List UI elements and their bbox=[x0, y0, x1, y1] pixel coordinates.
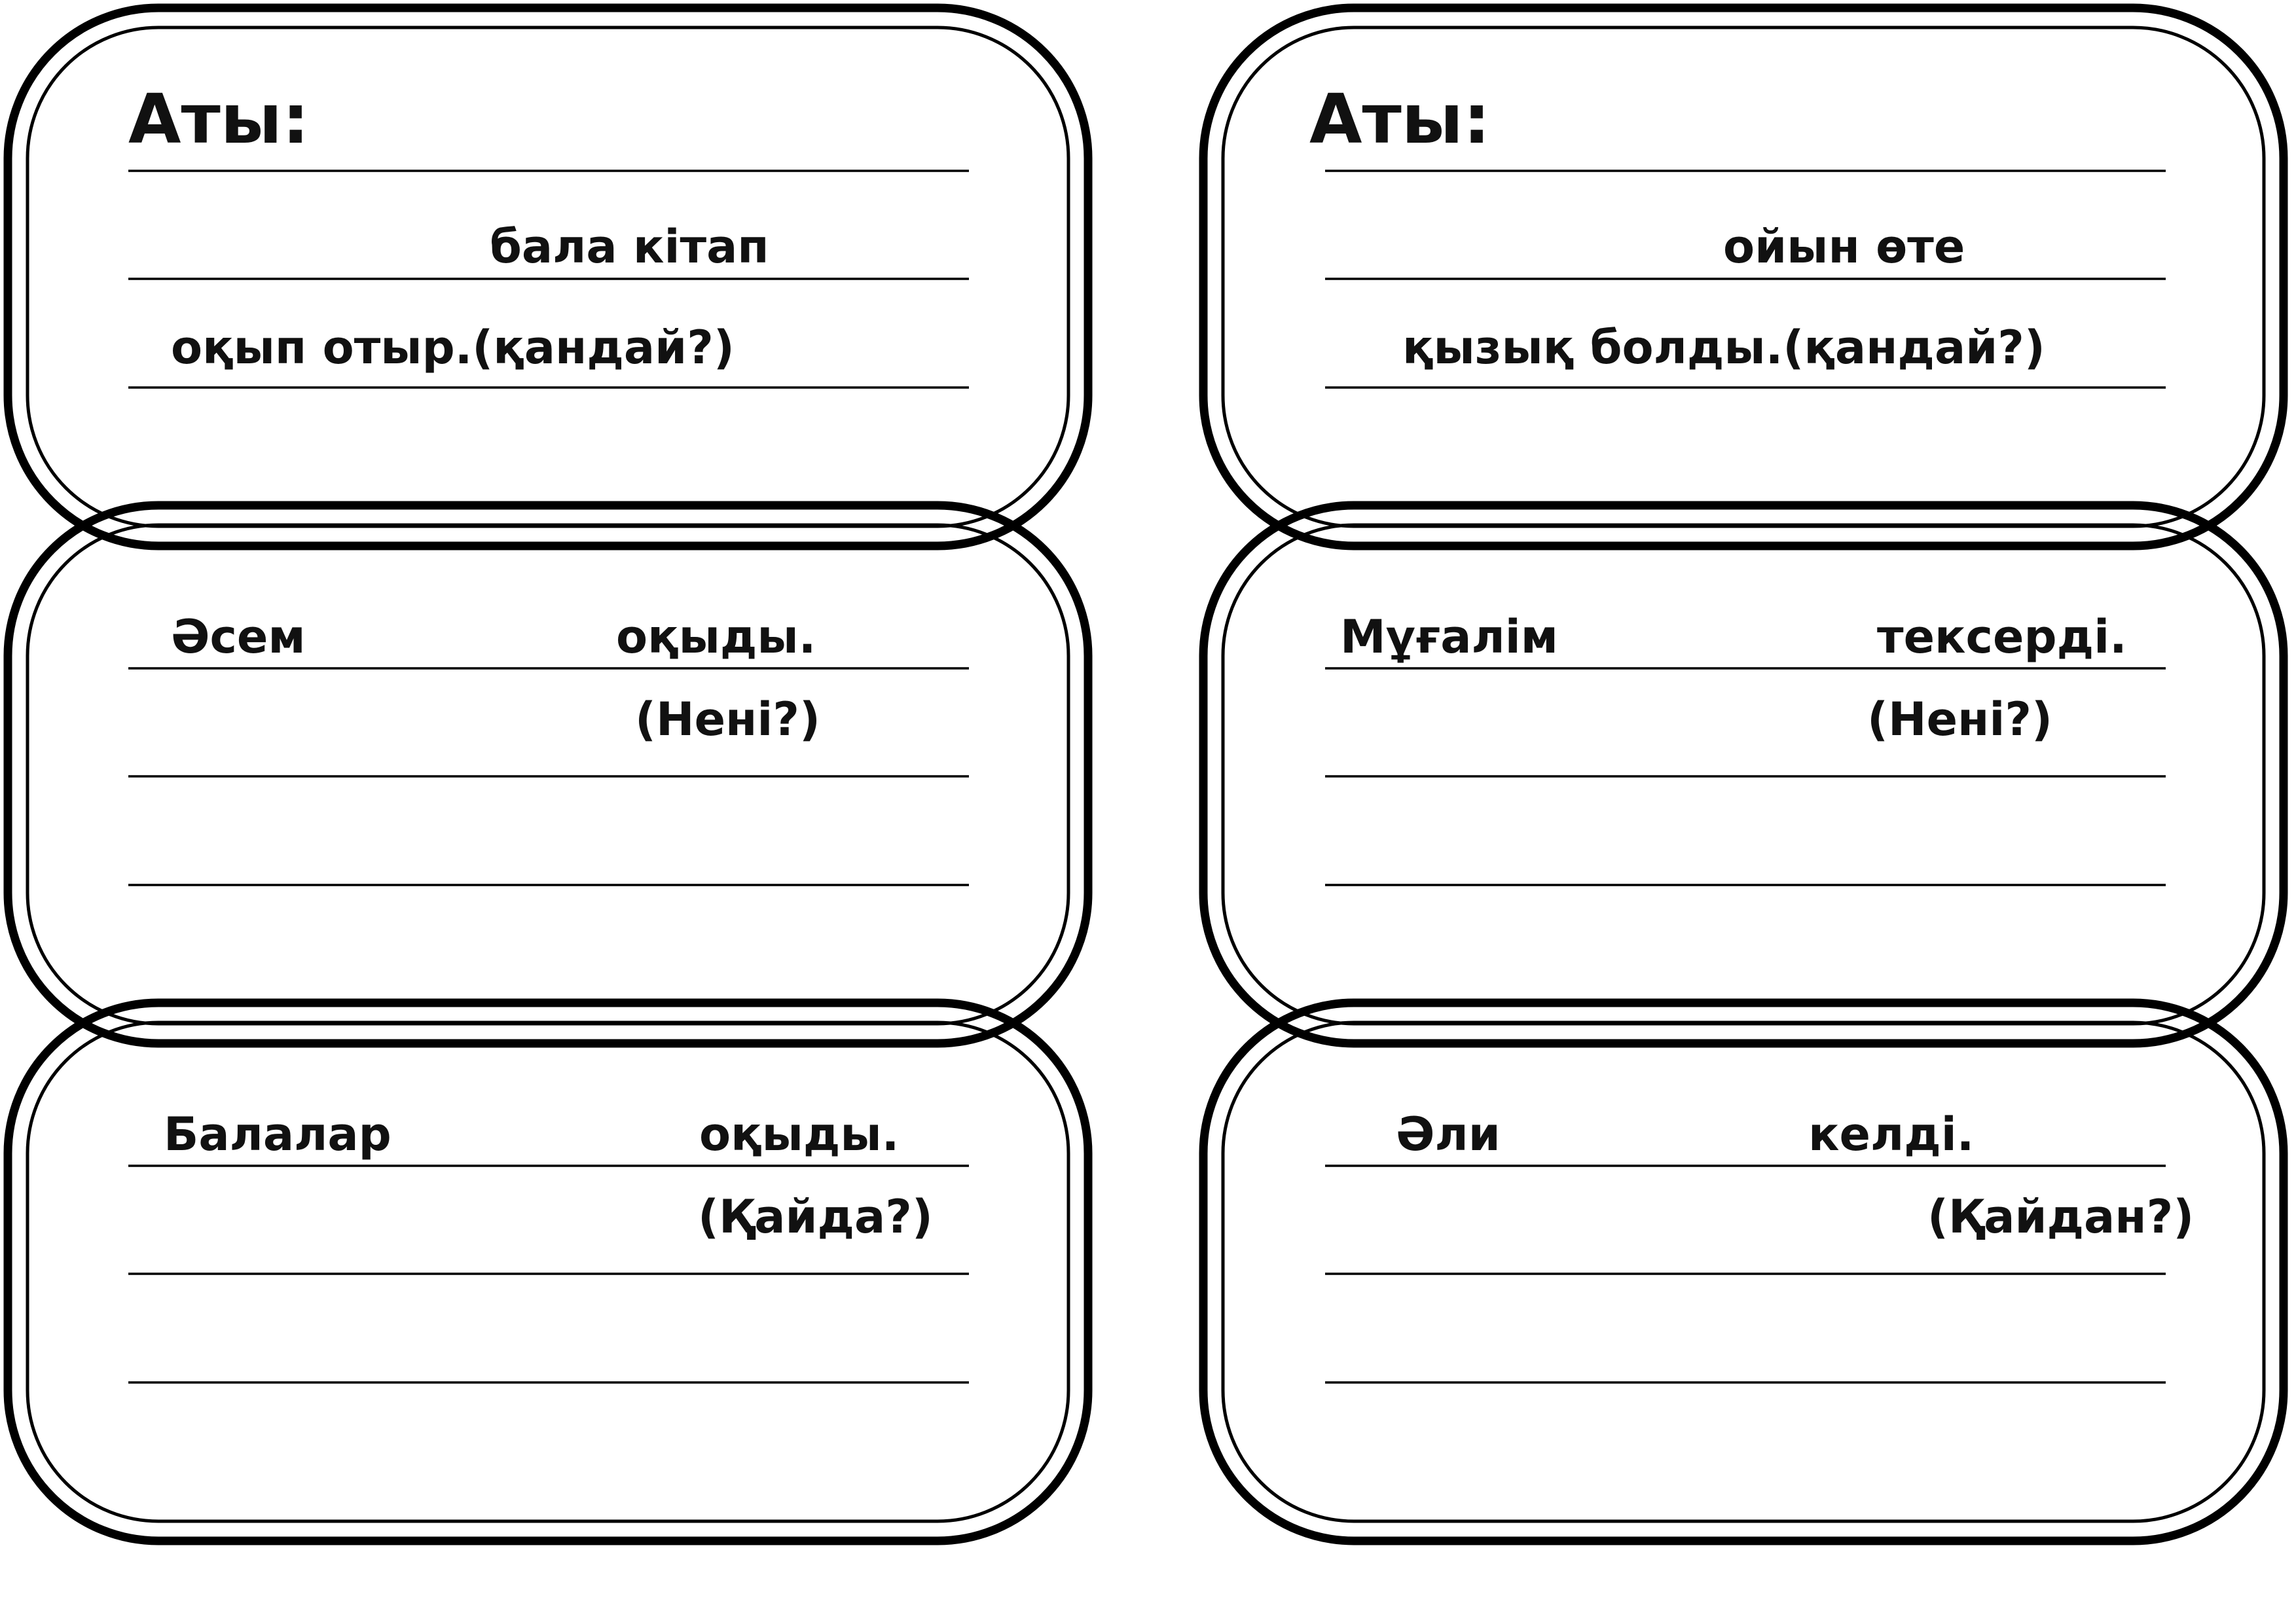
sentence-line-2: оқып отыр.(қандай?) bbox=[171, 321, 735, 374]
name-label: Аты: bbox=[1309, 79, 1491, 159]
sentence-line-1: бала кітап bbox=[490, 220, 769, 274]
sentence-verb: оқыды. bbox=[699, 1108, 900, 1161]
sentence-verb: келді. bbox=[1808, 1108, 1975, 1161]
card-frame bbox=[1199, 999, 2287, 1545]
sentence-line-2: қызық болды.(қандай?) bbox=[1402, 321, 2045, 374]
sentence-line-1: ойын өте bbox=[1723, 220, 1965, 274]
worksheet-card-1 bbox=[4, 4, 1092, 550]
sentence-verb: оқыды. bbox=[616, 610, 816, 664]
sentence-verb: тексерді. bbox=[1877, 610, 2127, 664]
question-hint: (Қайдан?) bbox=[1927, 1190, 2195, 1244]
card-frame bbox=[1199, 501, 2287, 1047]
sentence-subject: Мұғалім bbox=[1340, 610, 1559, 664]
name-label: Аты: bbox=[128, 79, 310, 159]
sentence-subject: Әсем bbox=[171, 610, 306, 664]
question-hint: (Нені?) bbox=[635, 693, 821, 746]
card-frame bbox=[4, 501, 1092, 1047]
worksheet-card-3 bbox=[4, 501, 1092, 1047]
sentence-subject: Әли bbox=[1396, 1108, 1501, 1161]
worksheet-card-6 bbox=[1199, 999, 2287, 1545]
card-frame bbox=[4, 999, 1092, 1545]
worksheet-card-4 bbox=[1199, 501, 2287, 1047]
question-hint: (Нені?) bbox=[1867, 693, 2053, 746]
sentence-subject: Балалар bbox=[164, 1108, 392, 1161]
worksheet-card-5 bbox=[4, 999, 1092, 1545]
worksheet-card-2 bbox=[1199, 4, 2287, 550]
question-hint: (Қайда?) bbox=[698, 1190, 933, 1244]
